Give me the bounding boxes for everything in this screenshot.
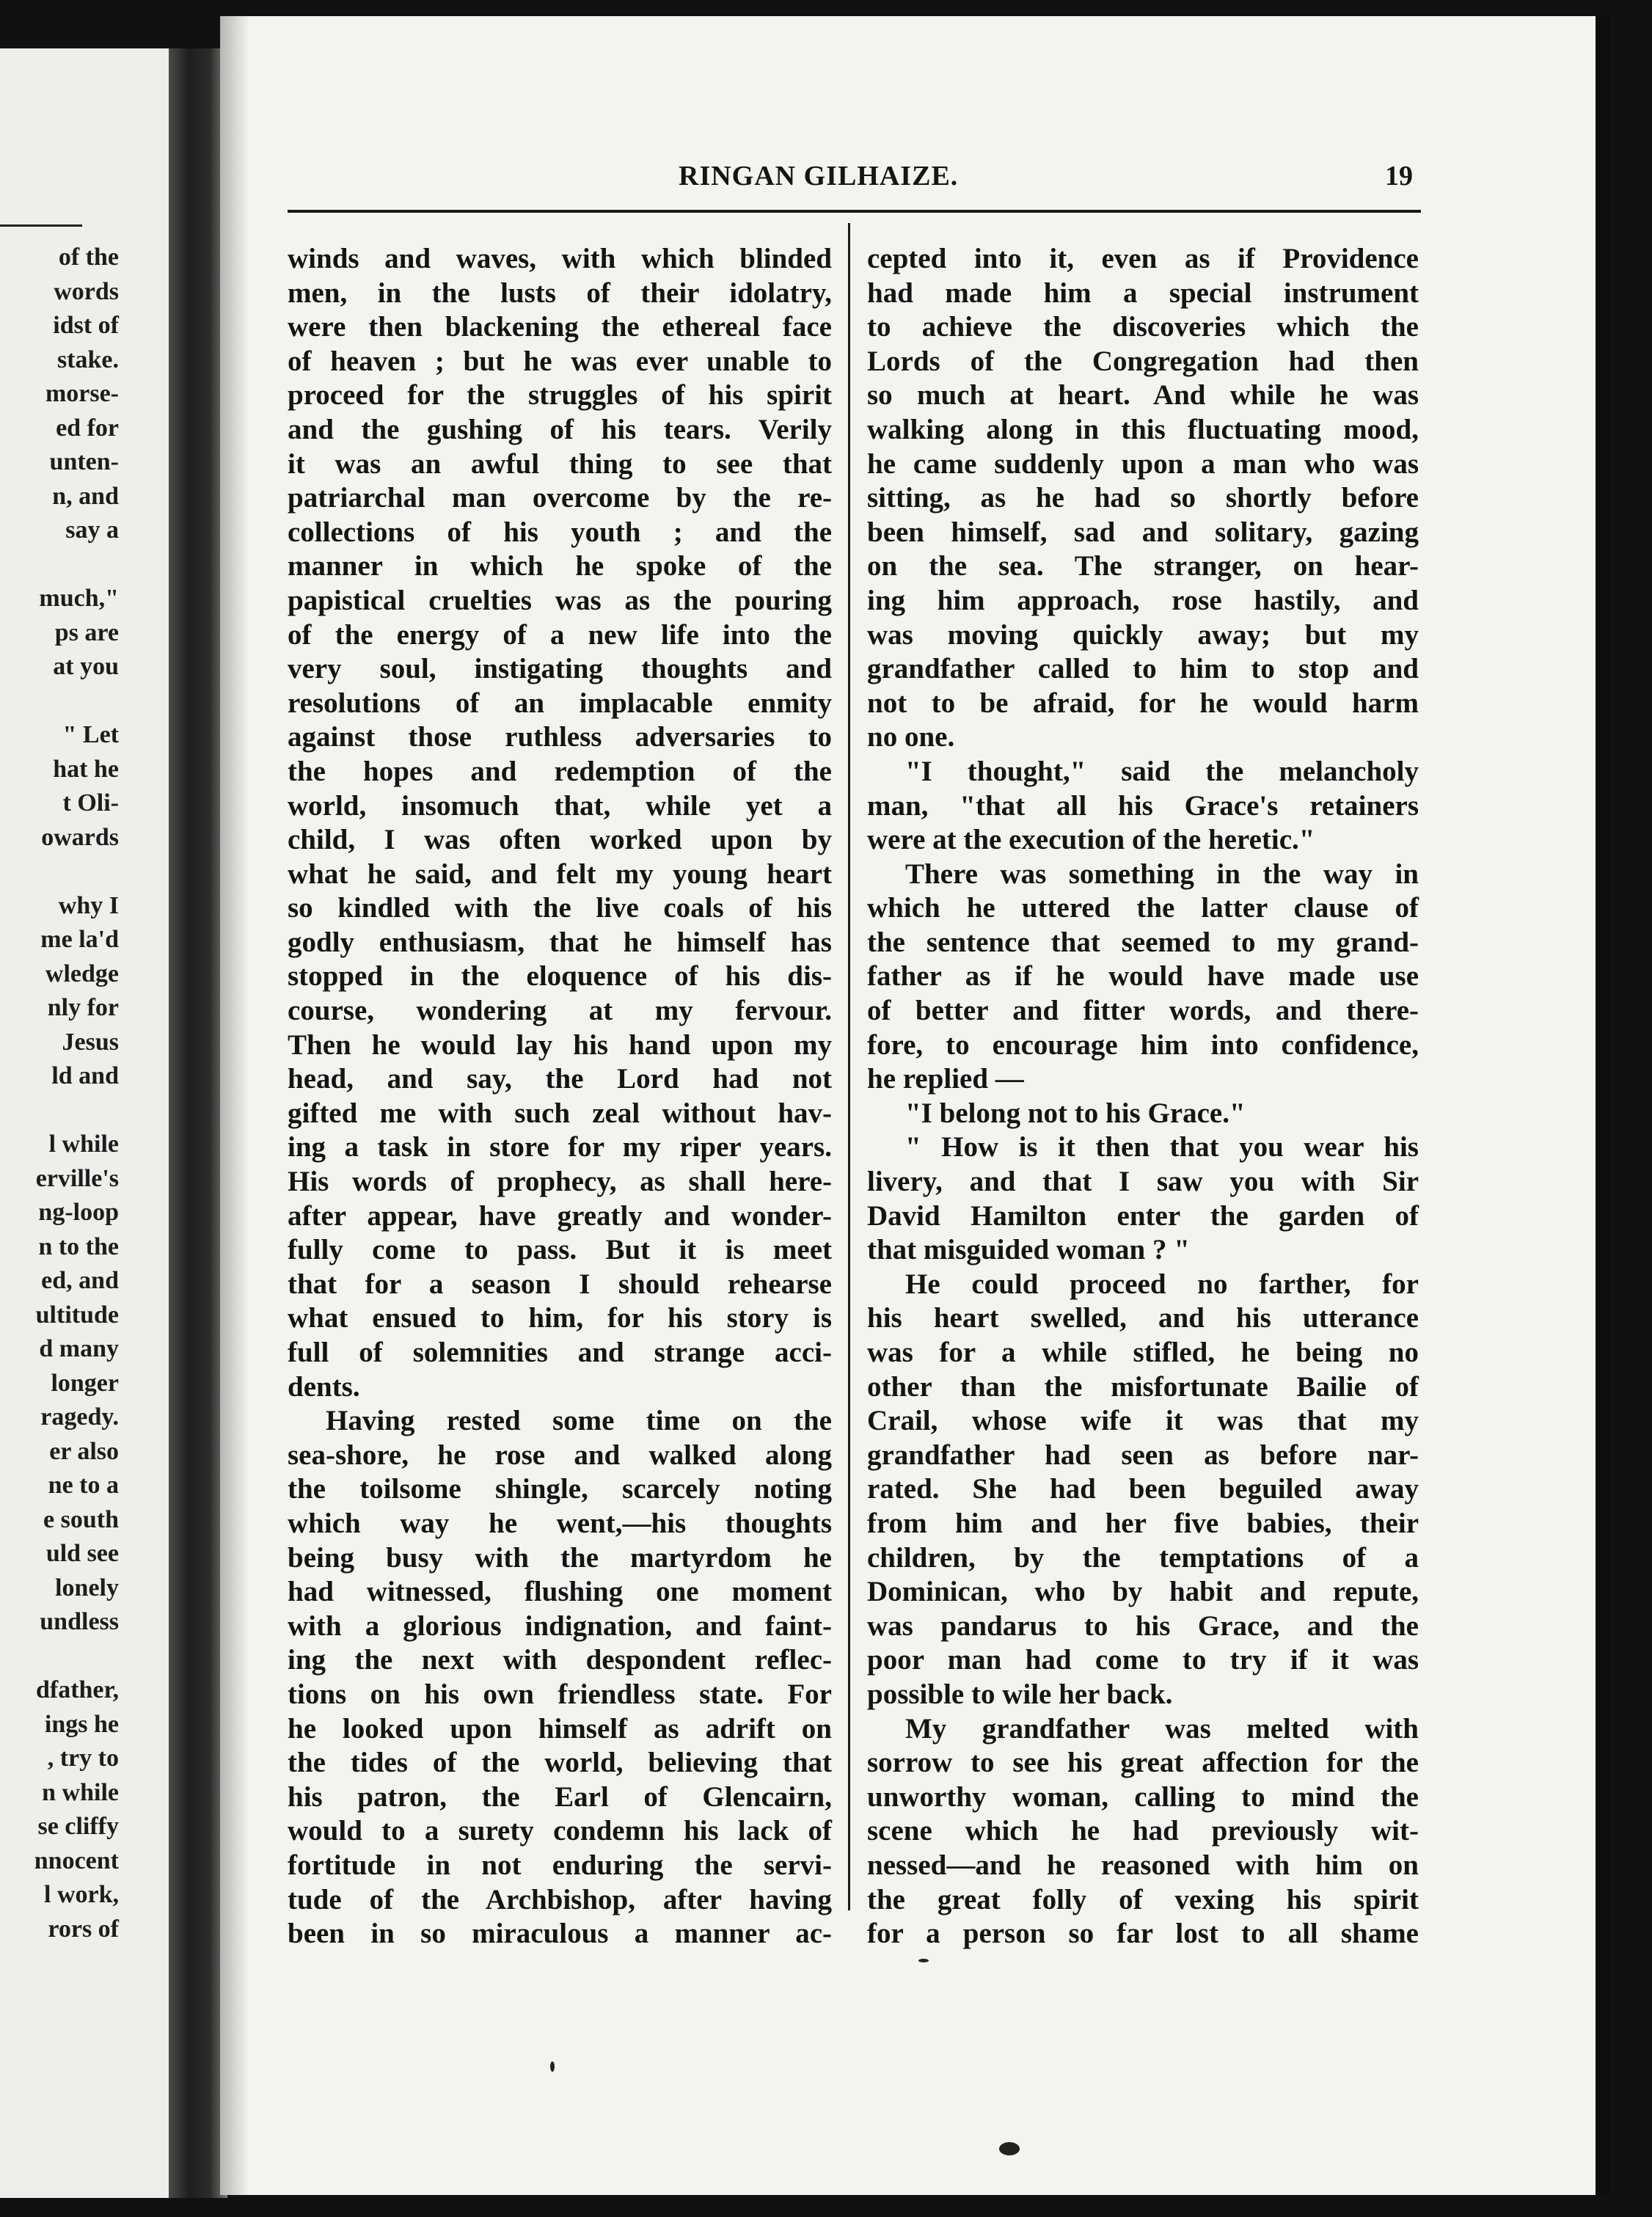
text-line: scene which he had previously wit- <box>867 1815 1419 1847</box>
text-line: he came suddenly upon a man who was <box>867 448 1419 480</box>
text-line: fore, to encourage him into confidence, <box>867 1029 1419 1061</box>
text-line: Then he would lay his hand upon my <box>288 1029 832 1061</box>
text-line: " How is it then that you wear his <box>905 1131 1419 1164</box>
facing-page-rule <box>0 224 82 227</box>
text-line: course, wondering at my fervour. <box>288 995 832 1027</box>
text-column-left <box>288 242 832 1951</box>
facing-page-line: longer <box>51 1369 119 1397</box>
facing-page-line: n, and <box>52 482 119 510</box>
scan-speck <box>550 2061 555 2072</box>
text-line: and the gushing of his tears. Verily <box>288 413 832 445</box>
text-line: so kindled with the live coals of his <box>288 892 832 924</box>
text-line: head, and say, the Lord had not <box>288 1063 832 1095</box>
text-line: possible to wile her back. <box>867 1678 1173 1710</box>
text-line: livery, and that I saw you with Sir <box>867 1166 1419 1198</box>
facing-page-line: why I <box>58 891 119 919</box>
text-line: grandfather called to him to stop and <box>867 653 1419 685</box>
facing-page-line: er also <box>49 1437 119 1465</box>
page-shadow <box>220 16 249 2195</box>
text-line: winds and waves, with which blinded <box>288 243 832 274</box>
facing-page-line: Jesus <box>62 1028 119 1056</box>
facing-page-line: me la'd <box>40 926 119 953</box>
page-number: 19 <box>1385 161 1413 191</box>
facing-page-line: ne to a <box>48 1472 119 1499</box>
text-column-right <box>867 242 1419 1951</box>
text-line: no one. <box>867 721 955 753</box>
text-line: man, "that all his Grace's retainers <box>867 789 1419 822</box>
text-line: against those ruthless adversaries to <box>288 721 832 753</box>
text-line: David Hamilton enter the garden of <box>867 1199 1419 1232</box>
text-line: collections of his youth ; and the <box>288 516 832 548</box>
facing-page-line: words <box>54 277 119 305</box>
text-line: He could proceed no farther, for <box>905 1268 1419 1300</box>
text-line: on the sea. The stranger, on hear- <box>867 550 1419 582</box>
text-line: the sentence that seemed to my grand- <box>867 926 1419 958</box>
text-line: that for a season I should rehearse <box>288 1268 832 1300</box>
text-line: the toilsome shingle, scarcely noting <box>288 1473 832 1505</box>
text-line: ing him approach, rose hastily, and <box>867 584 1419 616</box>
text-line: world, insomuch that, while yet a <box>288 789 832 822</box>
facing-page-line: nly for <box>47 994 119 1021</box>
facing-page-text <box>0 241 119 1946</box>
facing-page-line: lonely <box>55 1574 119 1601</box>
column-rule <box>848 223 850 1910</box>
facing-page-line: at you <box>53 653 119 680</box>
text-line: so much at heart. And while he was <box>867 379 1419 412</box>
scan-speck <box>999 2142 1020 2155</box>
text-line: he replied — <box>867 1063 1024 1095</box>
text-line: his patron, the Earl of Glencairn, <box>288 1780 832 1813</box>
text-line: of better and fitter words, and there- <box>867 995 1419 1027</box>
text-line: what he said, and felt my young heart <box>288 858 832 890</box>
facing-page-line: ps are <box>54 618 119 646</box>
facing-page-line: ld and <box>51 1062 119 1089</box>
text-line: "I belong not to his Grace." <box>905 1097 1246 1129</box>
facing-page-line: ed, and <box>41 1267 119 1294</box>
text-line: his heart swelled, and his utterance <box>867 1302 1419 1334</box>
text-line: Dominican, who by habit and repute, <box>867 1576 1419 1608</box>
text-line: that misguided woman ? " <box>867 1234 1190 1266</box>
text-line: poor man had come to try if it was <box>867 1644 1419 1676</box>
facing-page-line: owards <box>41 823 119 851</box>
facing-page-line <box>0 1640 119 1674</box>
text-line: the hopes and redemption of the <box>288 755 832 787</box>
text-line: ing the next with despondent reflec- <box>288 1644 832 1676</box>
text-line: unworthy woman, calling to mind the <box>867 1780 1419 1813</box>
text-line: There was something in the way in <box>905 858 1419 890</box>
text-line: patriarchal man overcome by the re- <box>288 482 832 514</box>
facing-page-line: ng-loop <box>38 1199 119 1226</box>
text-line: children, by the temptations of a <box>867 1541 1419 1574</box>
facing-page-line: ings he <box>44 1710 119 1738</box>
text-line: was pandarus to his Grace, and the <box>867 1610 1419 1642</box>
running-head: RINGAN GILHAIZE. <box>679 161 959 191</box>
text-line: other than the misfortunate Bailie of <box>867 1370 1419 1403</box>
text-line: Crail, whose wife it was that my <box>867 1405 1419 1437</box>
text-line: cepted into it, even as if Providence <box>867 243 1419 274</box>
text-line: proceed for the struggles of his spirit <box>288 379 832 412</box>
facing-page-line: undless <box>40 1608 119 1635</box>
text-line: to achieve the discoveries which the <box>867 311 1419 343</box>
text-line: of the energy of a new life into the <box>288 618 832 651</box>
text-line: father as if he would have made use <box>867 960 1419 993</box>
text-line: what ensued to him, for his story is <box>288 1302 832 1334</box>
facing-page-line: nnocent <box>34 1847 119 1874</box>
text-line: gifted me with such zeal without hav- <box>288 1097 832 1129</box>
text-line: had made him a special instrument <box>867 277 1419 309</box>
facing-page-fragment <box>0 48 192 2198</box>
text-line: walking along in this fluctuating mood, <box>867 413 1419 445</box>
facing-page-line: l work, <box>44 1881 119 1908</box>
book-gutter <box>169 48 227 2198</box>
text-line: resolutions of an implacable enmity <box>288 687 832 719</box>
text-line: been himself, sad and solitary, gazing <box>867 516 1419 548</box>
text-line: which he uttered the latter clause of <box>867 892 1419 924</box>
text-line: Having rested some time on the <box>326 1405 832 1437</box>
text-line: fully come to pass. But it is meet <box>288 1234 832 1266</box>
facing-page-line: n while <box>42 1778 119 1806</box>
facing-page-line: wledge <box>45 960 119 987</box>
text-line: from him and her five babies, their <box>867 1507 1419 1539</box>
text-line: for a person so far lost to all shame <box>867 1918 1419 1950</box>
text-line: not to be afraid, for he would harm <box>867 687 1419 719</box>
facing-page-line: morse- <box>45 380 119 407</box>
facing-page-line: , try to <box>47 1745 119 1772</box>
facing-page-line <box>0 684 119 719</box>
text-line: papistical cruelties was as the pouring <box>288 584 832 616</box>
text-line: were at the execution of the heretic." <box>867 824 1315 856</box>
text-line: Lords of the Congregation had then <box>867 345 1419 377</box>
text-line: tude of the Archbishop, after having <box>288 1883 832 1915</box>
text-line: stopped in the eloquence of his dis- <box>288 960 832 993</box>
text-line: sorrow to see his great affection for the <box>867 1747 1419 1779</box>
facing-page-line: l while <box>48 1131 119 1158</box>
facing-page-line: n to the <box>38 1232 119 1260</box>
text-line: the tides of the world, believing that <box>288 1747 832 1779</box>
text-line: godly enthusiasm, that he himself has <box>288 926 832 958</box>
text-line: fortitude in not enduring the servi- <box>288 1849 832 1881</box>
text-line: child, I was often worked upon by <box>288 824 832 856</box>
facing-page-line: ed for <box>56 414 119 442</box>
facing-page-line: say a <box>65 516 119 544</box>
facing-page-line: rors of <box>48 1915 119 1943</box>
text-line: rated. She had been beguiled away <box>867 1473 1419 1505</box>
text-line: men, in the lusts of their idolatry, <box>288 277 832 309</box>
text-line: been in so miraculous a manner ac- <box>288 1918 832 1950</box>
facing-page-line: unten- <box>49 448 119 475</box>
text-line: after appear, have greatly and wonder- <box>288 1199 832 1232</box>
text-line: full of solemnities and strange acci- <box>288 1337 832 1368</box>
text-line: with a glorious indignation, and faint- <box>288 1610 832 1642</box>
text-line: nessed—and he reasoned with him on <box>867 1849 1419 1881</box>
facing-page-line: uld see <box>45 1540 119 1567</box>
text-line: had witnessed, flushing one moment <box>288 1576 832 1608</box>
text-line: was moving quickly away; but my <box>867 618 1419 651</box>
text-line: of heaven ; but he was ever unable to <box>288 345 832 377</box>
text-line: sea-shore, he rose and walked along <box>288 1439 832 1471</box>
text-line: ing a task in store for my riper years. <box>288 1131 832 1164</box>
text-line: sitting, as he had so shortly before <box>867 482 1419 514</box>
facing-page-line: dfather, <box>35 1676 119 1703</box>
text-line: grandfather had seen as before nar- <box>867 1439 1419 1471</box>
facing-page-line: " Let <box>62 721 119 748</box>
text-line: would to a surety condemn his lack of <box>288 1815 832 1847</box>
text-line: tions on his own friendless state. For <box>288 1678 832 1710</box>
facing-page-line: ragedy. <box>40 1403 119 1431</box>
text-line: were then blackening the ethereal face <box>288 311 832 343</box>
facing-page-line: stake. <box>56 346 119 373</box>
scan-speck <box>918 1959 929 1962</box>
text-line: was for a while stifled, he being no <box>867 1337 1419 1368</box>
facing-page-line: much," <box>39 585 119 612</box>
facing-page-line: se cliffy <box>37 1813 119 1840</box>
text-line: manner in which he spoke of the <box>288 550 832 582</box>
text-line: "I thought," said the melancholy <box>905 755 1419 787</box>
facing-page-line: erville's <box>35 1164 119 1192</box>
facing-page-line <box>0 855 119 889</box>
facing-page-line: of the <box>58 244 119 271</box>
facing-page-line: idst of <box>53 312 119 339</box>
facing-page-line <box>0 1094 119 1128</box>
text-line: dents. <box>288 1370 360 1403</box>
facing-page-line: d many <box>39 1335 119 1362</box>
page-edge <box>1596 16 1610 2195</box>
facing-page-line: t Oli- <box>62 789 119 817</box>
text-line: it was an awful thing to see that <box>288 448 832 480</box>
facing-page-line: hat he <box>53 755 119 783</box>
text-line: being busy with the martyrdom he <box>288 1541 832 1574</box>
text-line: His words of prophecy, as shall here- <box>288 1166 832 1198</box>
text-line: very soul, instigating thoughts and <box>288 653 832 685</box>
header-rule <box>288 210 1421 213</box>
text-line: which way he went,—his thoughts <box>288 1507 832 1539</box>
text-line: he looked upon himself as adrift on <box>288 1712 832 1745</box>
facing-page-line: e south <box>43 1505 119 1533</box>
facing-page-line: ultitude <box>35 1301 119 1329</box>
text-line: the great folly of vexing his spirit <box>867 1883 1419 1915</box>
text-line: My grandfather was melted with <box>905 1712 1419 1745</box>
facing-page-line <box>0 548 119 582</box>
